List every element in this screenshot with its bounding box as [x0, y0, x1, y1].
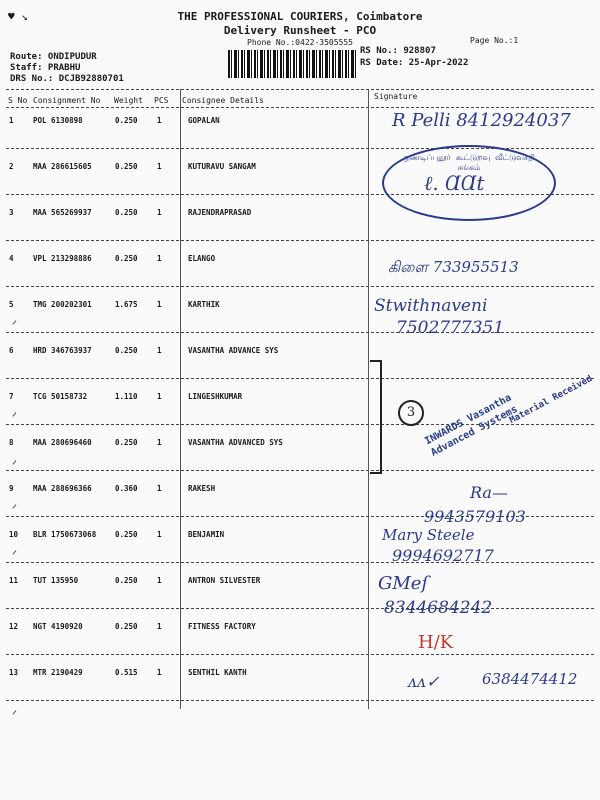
company-title: THE PROFESSIONAL COURIERS, Coimbatore [177, 10, 423, 23]
row-consignment-no: NGT 4190920 [33, 622, 83, 631]
phone-number: Phone No.:0422-3505555 [247, 38, 353, 47]
row-consignment-no: TMG 200202301 [33, 300, 92, 309]
row-consignee: SENTHIL KANTH [188, 668, 247, 677]
row-consignee: ANTRON SILVESTER [188, 576, 261, 585]
row-consignee: BENJAMIN [188, 530, 225, 539]
row-pcs: 1 [157, 484, 162, 493]
row-weight: 0.250 [115, 208, 138, 217]
row-consignee: VASANTHA ADVANCE SYS [188, 346, 279, 355]
row-consignee: KARTHIK [188, 300, 220, 309]
signature-row-13-phone: 6384474412 [482, 670, 578, 688]
signature-row-4: கிளை 733955513 [388, 258, 519, 276]
row-sno: 8 [9, 438, 14, 447]
row-pcs: 1 [157, 530, 162, 539]
row-sno: 2 [9, 162, 14, 171]
row-pcs: 1 [157, 346, 162, 355]
row-rule [6, 608, 594, 609]
row-rule [6, 654, 594, 655]
signature-row-10-name: Mary Steele [382, 526, 475, 544]
staff: Staff: PRABHU [10, 63, 81, 73]
rs-number: RS No.: 928807 [360, 46, 436, 56]
bracket-rows-6-8 [370, 360, 382, 474]
signature-row-11-phone: 8344684242 [384, 598, 493, 618]
row-consignment-no: POL 6130898 [33, 116, 83, 125]
row-consignee: ELANGO [188, 254, 216, 263]
row-consignee: RAJENDRAPRASAD [188, 208, 252, 217]
col-consignee: Consignee Details [182, 96, 264, 105]
row-rule [6, 332, 594, 333]
row-weight: 0.250 [115, 162, 138, 171]
drs-number: DRS No.: DCJB92880701 [10, 74, 124, 84]
col-pcs: PCS [154, 96, 169, 105]
row-rule [6, 562, 594, 563]
row-sno: 9 [9, 484, 14, 493]
signature-row-10-phone: 9994692717 [392, 546, 494, 565]
margin-tick: ᐟ [12, 708, 18, 722]
row-sno: 13 [9, 668, 19, 677]
row-consignment-no: VPL 213298886 [33, 254, 92, 263]
inwards-stamp: INWARDS Vasantha Advanced Systems [423, 392, 520, 459]
row-consignee: GOPALAN [188, 116, 220, 125]
runsheet-title: Delivery Runsheet - PCO [223, 24, 377, 37]
signature-row-1: R Pelli 8412924037 [392, 110, 571, 131]
signature-row-9: 9943579103 [424, 507, 526, 526]
row-consignee: RAKESH [188, 484, 216, 493]
circled-count: 3 [398, 400, 424, 426]
margin-tick: ᐟ [12, 458, 18, 472]
row-pcs: 1 [157, 438, 162, 447]
received-stamp: Material Received [508, 373, 595, 427]
col-consignment: Consignment No [33, 96, 101, 105]
cooperative-stamp [382, 145, 556, 221]
header-rule [6, 107, 594, 108]
row-consignment-no: BLR 1750673068 [33, 530, 97, 539]
margin-tick: ᐟ [12, 410, 18, 424]
row-rule [6, 700, 594, 701]
row-weight: 0.250 [115, 576, 138, 585]
row-pcs: 1 [157, 162, 162, 171]
col-weight: Weight [114, 96, 143, 105]
row-weight: 0.250 [115, 438, 138, 447]
row-rule [6, 378, 594, 379]
row-pcs: 1 [157, 622, 162, 631]
row-consignment-no: MTR 2190429 [33, 668, 83, 677]
row-consignee: VASANTHA ADVANCED SYS [188, 438, 283, 447]
margin-tick: ᐟ [12, 548, 18, 562]
col-sno: S No [8, 96, 28, 105]
row-consignee: LINGESHKUMAR [188, 392, 243, 401]
row-sno: 12 [9, 622, 19, 631]
row-weight: 0.515 [115, 668, 138, 677]
row-consignment-no: MAA 288696366 [33, 484, 92, 493]
row-rule [6, 470, 594, 471]
row-weight: 0.250 [115, 346, 138, 355]
row-consignment-no: MAA 565269937 [33, 208, 92, 217]
row-weight: 0.250 [115, 530, 138, 539]
row-weight: 0.250 [115, 254, 138, 263]
col-divider-consignee [180, 89, 181, 709]
row-weight: 0.250 [115, 116, 138, 125]
row-weight: 1.675 [115, 300, 138, 309]
row-weight: 1.110 [115, 392, 138, 401]
table-top-rule [6, 89, 594, 90]
row-sno: 3 [9, 208, 14, 217]
signature-row-5-name: Stwithnaveni [374, 296, 488, 316]
stamp-signature: ℓ. ⱭⱭt [424, 171, 485, 195]
stamp-text: ஒண்டிப்புதூர் கூட்டுறவு வீட்டுவசதி சங்கம் [403, 153, 535, 172]
row-pcs: 1 [157, 300, 162, 309]
row-consignee: FITNESS FACTORY [188, 622, 256, 631]
margin-tick: ᐟ [12, 318, 18, 332]
row-rule [6, 424, 594, 425]
row-consignment-no: HRD 346763937 [33, 346, 92, 355]
signature-row-9-mark: Ra— [470, 483, 508, 502]
signature-row-11-mark: GMeſ [378, 573, 429, 594]
row-pcs: 1 [157, 254, 162, 263]
row-rule [6, 240, 594, 241]
row-consignment-no: MAA 280696460 [33, 438, 92, 447]
row-pcs: 1 [157, 208, 162, 217]
row-sno: 4 [9, 254, 14, 263]
page-number: Page No.:1 [470, 36, 519, 45]
row-rule [6, 286, 594, 287]
row-pcs: 1 [157, 116, 162, 125]
row-pcs: 1 [157, 576, 162, 585]
signature-row-5-phone: 7502777351 [396, 318, 505, 338]
signature-row-13-mark: ᴧᴧ✓ [408, 672, 440, 691]
row-pcs: 1 [157, 668, 162, 677]
row-sno: 11 [9, 576, 19, 585]
row-consignment-no: TUT 135950 [33, 576, 79, 585]
signature-row-12: H/K [418, 632, 454, 653]
barcode [228, 50, 358, 78]
margin-tick: ᐟ [12, 502, 18, 516]
corner-marks: ♥ ↘ [8, 10, 28, 23]
row-consignee: KUTURAVU SANGAM [188, 162, 256, 171]
row-weight: 0.250 [115, 622, 138, 631]
col-divider-signature [368, 89, 369, 709]
row-sno: 10 [9, 530, 19, 539]
row-pcs: 1 [157, 392, 162, 401]
row-sno: 1 [9, 116, 14, 125]
row-consignment-no: TCG 50158732 [33, 392, 88, 401]
row-sno: 6 [9, 346, 14, 355]
col-signature: Signature [374, 92, 418, 101]
rs-date: RS Date: 25-Apr-2022 [360, 58, 469, 68]
row-consignment-no: MAA 286615605 [33, 162, 92, 171]
row-sno: 7 [9, 392, 14, 401]
row-weight: 0.360 [115, 484, 138, 493]
row-sno: 5 [9, 300, 14, 309]
route: Route: ONDIPUDUR [10, 52, 97, 62]
